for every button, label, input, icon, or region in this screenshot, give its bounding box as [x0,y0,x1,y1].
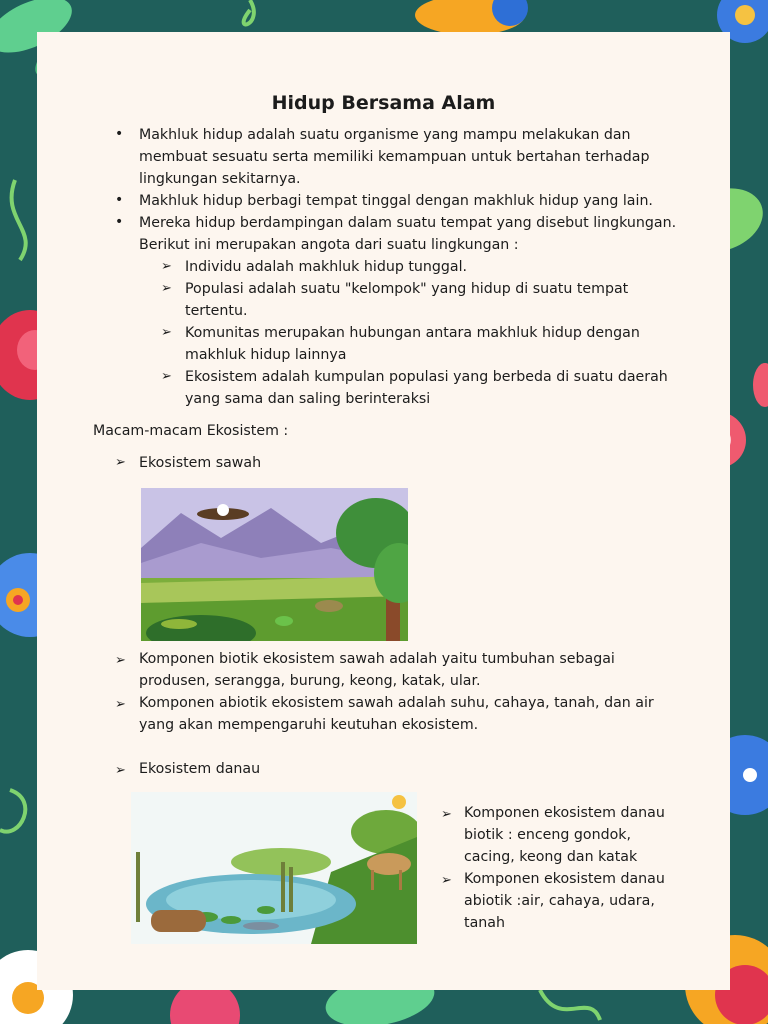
intro-bullet-1: Makhluk hidup adalah suatu organisme yang mampu melakukan dan membuat sesuatu serta memiliki kemampuan untuk bertahan terhadap lingkungan sekitarnya. [139,127,650,187]
arrow-bullet-icon: ➢ [161,325,172,340]
danau-ecosystem-image [131,792,417,944]
arrow-bullet-icon: ➢ [161,259,172,274]
disc-bullet-icon: • [115,126,124,142]
sub-bullet-4: Ekosistem adalah kumpulan populasi yang berbeda di suatu daerah yang sama dan saling berinteraksi [185,369,668,407]
danau-biotik: Komponen ekosistem danau biotik : enceng gondok, cacing, keong dan katak [464,805,665,865]
arrow-bullet-icon: ➢ [441,807,452,822]
arrow-bullet-icon: ➢ [115,455,126,470]
sawah-heading: Ekosistem sawah [139,455,262,471]
intro-bullet-3: Mereka hidup berdampingan dalam suatu tempat yang disebut lingkungan. Berikut ini merupakan angota dari suatu lingkungan : [139,215,677,253]
vine-icon [244,0,254,24]
arrow-bullet-icon: ➢ [115,697,126,712]
arrow-bullet-icon: ➢ [161,281,172,296]
danau-heading: Ekosistem danau [139,761,261,777]
sawah-biotik: Komponen biotik ekosistem sawah adalah yaitu tumbuhan sebagai produsen, serangga, burung, keong, katak, ular. [139,651,615,689]
sawah-ecosystem-image [141,488,408,641]
disc-bullet-icon: • [115,214,124,230]
page-title: Hidup Bersama Alam [271,92,496,114]
disc-bullet-icon: • [115,192,124,208]
sawah-abiotik: Komponen abiotik ekosistem sawah adalah suhu, cahaya, tanah, dan air yang akan mempengaruhi keutuhan ekosistem. [139,695,654,733]
arrow-bullet-icon: ➢ [161,369,172,384]
sub-bullet-1: Individu adalah makhluk hidup tunggal. [185,259,468,275]
section-heading: Macam-macam Ekosistem : [93,423,289,439]
page-paper [37,32,730,990]
arrow-bullet-icon: ➢ [441,873,452,888]
arrow-bullet-icon: ➢ [115,763,126,778]
danau-abiotik: Komponen ekosistem danau abiotik :air, cahaya, udara, tanah [464,871,665,931]
sub-bullet-3: Komunitas merupakan hubungan antara makhluk hidup dengan makhluk hidup lainnya [185,325,640,363]
arrow-bullet-icon: ➢ [115,653,126,668]
sub-bullet-2: Populasi adalah suatu "kelompok" yang hidup di suatu tempat tertentu. [185,281,629,319]
intro-bullet-2: Makhluk hidup berbagi tempat tinggal dengan makhluk hidup yang lain. [139,193,653,209]
